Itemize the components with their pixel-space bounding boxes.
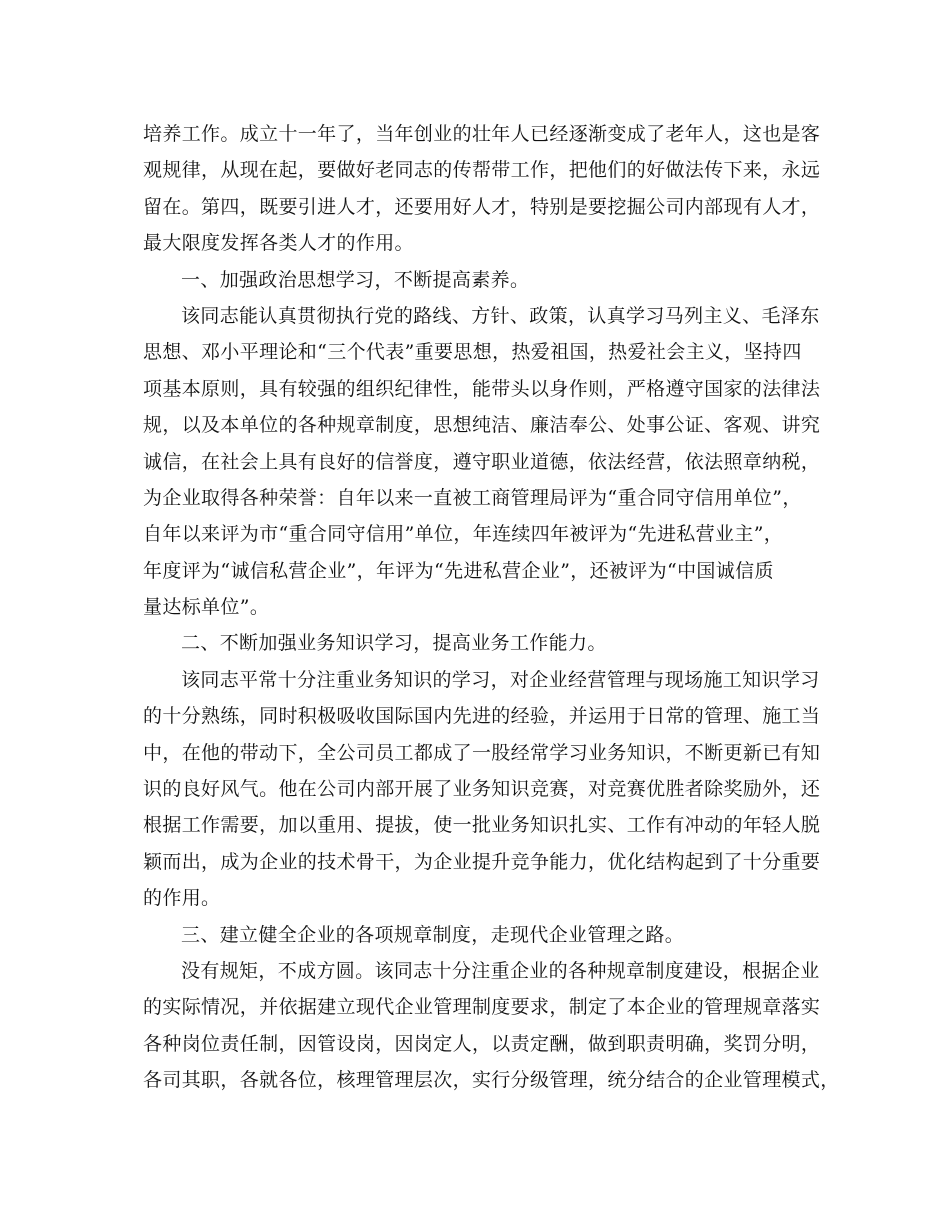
text-line: 的实际情况，并依据建立现代企业管理制度要求，制定了本企业的管理规章落实 xyxy=(143,996,821,1019)
section-1-heading: 一、加强政治思想学习，不断提高素养。 xyxy=(181,268,530,291)
text-line: 该同志能认真贯彻执行党的路线、方针、政策，认真学习马列主义、毛泽东 xyxy=(181,304,820,327)
text-line: 为企业取得各种荣誉：自年以来一直被工商管理局评为“重合同守信用单位”， xyxy=(143,486,802,509)
text-line: 量达标单位”。 xyxy=(143,596,270,619)
section-2-paragraph xyxy=(143,662,821,917)
text-line: 规，以及本单位的各种规章制度，思想纯洁、廉洁奉公、处事公证、客观、讲究 xyxy=(143,414,821,437)
text-line: 年度评为“诚信私营企业”，年评为“先进私营企业”，还被评为“中国诚信质 xyxy=(143,559,774,582)
text-line: 中，在他的带动下，全公司员工都成了一股经常学习业务知识，不断更新已有知 xyxy=(143,741,821,764)
text-line: 项基本原则，具有较强的组织纪律性，能带头以身作则，严格遵守国家的法律法 xyxy=(143,377,821,400)
text-line: 思想、邓小平理论和“三个代表”重要思想，热爱祖国，热爱社会主义，坚持四 xyxy=(143,341,802,364)
document-body xyxy=(143,116,840,1099)
section-2-heading: 二、不断加强业务知识学习，提高业务工作能力。 xyxy=(181,632,607,655)
text-line: 没有规矩，不成方圆。该同志十分注重企业的各种规章制度建设，根据企业 xyxy=(181,959,820,982)
text-line: 颖而出，成为企业的技术骨干，为企业提升竞争能力，优化结构起到了十分重要 xyxy=(143,850,821,873)
text-line: 各种岗位责任制，因管设岗，因岗定人，以责定酬，做到职责明确，奖罚分明， xyxy=(143,1032,821,1055)
text-line: 留在。第四，既要引进人才，还要用好人才，特别是要挖掘公司内部现有人才， xyxy=(143,195,821,218)
text-line: 自年以来评为市“重合同守信用”单位，年连续四年被评为“先进私营业主”， xyxy=(143,523,784,546)
text-line: 的十分熟练，同时积极吸收国际国内先进的经验，并运用于日常的管理、施工当 xyxy=(143,705,821,728)
text-line: 该同志平常十分注重业务知识的学习，对企业经营管理与现场施工知识学习 xyxy=(181,668,820,691)
text-line: 培养工作。成立十一年了，当年创业的壮年人已经逐渐变成了老年人，这也是客 xyxy=(143,123,821,145)
text-line: 根据工作需要，加以重用、提拔，使一批业务知识扎实、工作有冲动的年轻人脱 xyxy=(143,814,821,837)
section-3-paragraph xyxy=(143,953,840,1099)
section-3-heading: 三、建立健全企业的各项规章制度，走现代企业管理之路。 xyxy=(181,923,685,946)
section-1-paragraph xyxy=(143,298,821,626)
text-line: 最大限度发挥各类人才的作用。 xyxy=(143,232,414,255)
text-line: 诚信，在社会上具有良好的信誉度，遵守职业道德，依法经营，依法照章纳税， xyxy=(143,450,821,473)
text-line: 观规律，从现在起，要做好老同志的传帮带工作，把他们的好做法传下来，永远 xyxy=(143,159,821,182)
intro-paragraph xyxy=(143,116,821,262)
text-line: 识的良好风气。他在公司内部开展了业务知识竞赛，对竞赛优胜者除奖励外，还 xyxy=(143,778,821,801)
text-line: 的作用。 xyxy=(143,887,221,910)
text-line: 各司其职，各就各位，核理管理层次，实行分级管理，统分结合的企业管理模式， xyxy=(143,1069,840,1092)
